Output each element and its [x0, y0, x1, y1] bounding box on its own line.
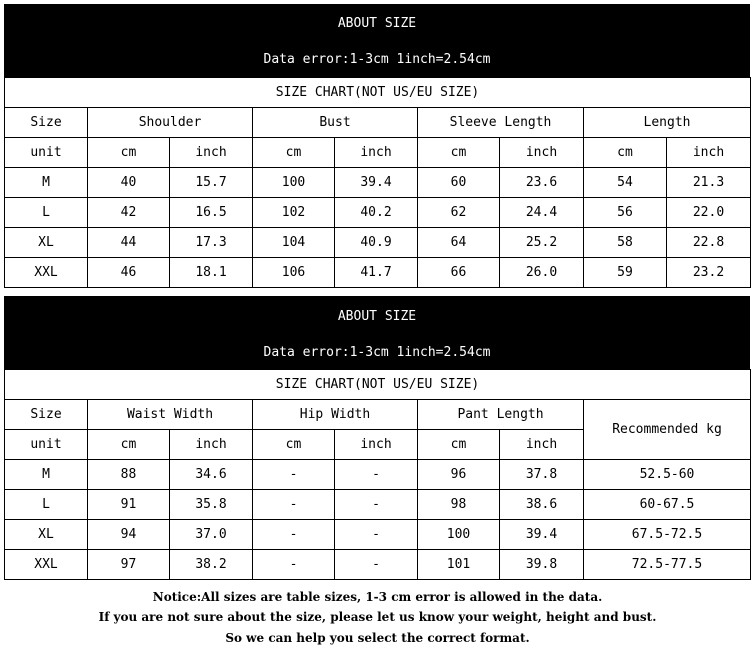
table-cell: 106 [253, 258, 335, 288]
table-cell: 54 [584, 168, 667, 198]
notice-line-1: Notice:All sizes are table sizes, 1-3 cm error is allowed in the data. [152, 590, 603, 604]
table-cell: 15.7 [170, 168, 253, 198]
size-header: Size [5, 400, 88, 430]
table-cell: cm [88, 138, 170, 168]
table-cell: inch [500, 138, 584, 168]
table-cell: 21.3 [667, 168, 751, 198]
table-cell: 96 [418, 460, 500, 490]
table-cell: 22.8 [667, 228, 751, 258]
table-cell: 46 [88, 258, 170, 288]
table-cell: 62 [418, 198, 500, 228]
table-cell: 22.0 [667, 198, 751, 228]
bottom-size-table [4, 369, 751, 580]
table-cell: 97 [88, 550, 170, 580]
table-cell: cm [253, 138, 335, 168]
table-cell: 101 [418, 550, 500, 580]
table-row [5, 228, 751, 258]
table-cell: 59 [584, 258, 667, 288]
table-cell: inch [335, 138, 418, 168]
table-cell: 26.0 [500, 258, 584, 288]
pant-length-header: Pant Length [418, 400, 584, 430]
table-cell: 24.4 [500, 198, 584, 228]
table-cell: 44 [88, 228, 170, 258]
table-cell: - [335, 460, 418, 490]
table-cell: 72.5-77.5 [584, 550, 751, 580]
notice-line-3: So we can help you select the correct format. [225, 631, 530, 645]
data-error-note-2: Data error:1-3cm 1inch=2.54cm [263, 345, 491, 360]
table-cell: 40.2 [335, 198, 418, 228]
table-cell: cm [88, 430, 170, 460]
table-cell: XXL [5, 550, 88, 580]
sleeve-length-header: Sleeve Length [418, 108, 584, 138]
table-cell: 40 [88, 168, 170, 198]
table-cell: 42 [88, 198, 170, 228]
table-cell: 39.8 [500, 550, 584, 580]
table-cell: XL [5, 520, 88, 550]
size-chart-caption-2: SIZE CHART(NOT US/EU SIZE) [5, 370, 751, 400]
table-cell: XL [5, 228, 88, 258]
table-row [5, 460, 751, 490]
hip-width-header: Hip Width [253, 400, 418, 430]
table-cell: 91 [88, 490, 170, 520]
about-size-title-1: ABOUT SIZE [337, 16, 417, 31]
table-cell: L [5, 198, 88, 228]
table-cell: - [253, 490, 335, 520]
table-cell: unit [5, 430, 88, 460]
table-cell: M [5, 460, 88, 490]
table-cell: 34.6 [170, 460, 253, 490]
table-cell: 17.3 [170, 228, 253, 258]
table-cell: 100 [418, 520, 500, 550]
table-cell: 56 [584, 198, 667, 228]
table-row [5, 550, 751, 580]
table-cell: 100 [253, 168, 335, 198]
waist-width-header: Waist Width [88, 400, 253, 430]
table-cell: 23.6 [500, 168, 584, 198]
table-cell: XXL [5, 258, 88, 288]
table-cell: 23.2 [667, 258, 751, 288]
table-cell: cm [584, 138, 667, 168]
table-cell: 67.5-72.5 [584, 520, 751, 550]
table-cell: inch [667, 138, 751, 168]
table-cell: - [335, 520, 418, 550]
table-cell: 37.8 [500, 460, 584, 490]
table-cell: - [253, 550, 335, 580]
table-cell: inch [170, 430, 253, 460]
table-cell: 60-67.5 [584, 490, 751, 520]
size-header: Size [5, 108, 88, 138]
table-cell: 88 [88, 460, 170, 490]
header-banner-2 [4, 296, 750, 369]
table-cell: - [253, 460, 335, 490]
table-cell: 38.6 [500, 490, 584, 520]
table-cell: L [5, 490, 88, 520]
table-cell: cm [418, 430, 500, 460]
table-cell: 94 [88, 520, 170, 550]
table-cell: 52.5-60 [584, 460, 751, 490]
table-cell: 98 [418, 490, 500, 520]
table-cell: 60 [418, 168, 500, 198]
table-cell: 35.8 [170, 490, 253, 520]
table-cell: - [253, 520, 335, 550]
recommended-kg-header: Recommended kg [584, 400, 751, 460]
table-cell: 25.2 [500, 228, 584, 258]
length-header: Length [584, 108, 751, 138]
table-cell: 40.9 [335, 228, 418, 258]
table-row [5, 258, 751, 288]
size-chart-bottom [4, 296, 750, 580]
table-cell: 38.2 [170, 550, 253, 580]
table-cell: 64 [418, 228, 500, 258]
bust-header: Bust [253, 108, 418, 138]
table-cell: M [5, 168, 88, 198]
notice-line-2: If you are not sure about the size, please let us know your weight, height and bust. [98, 610, 657, 624]
table-row [5, 490, 751, 520]
table-row [5, 198, 751, 228]
table-cell: cm [418, 138, 500, 168]
size-chart-top [4, 4, 750, 288]
size-chart-caption-1: SIZE CHART(NOT US/EU SIZE) [5, 78, 751, 108]
table-cell: 39.4 [500, 520, 584, 550]
header-banner-1 [4, 4, 750, 77]
table-cell: cm [253, 430, 335, 460]
unit-row [5, 138, 751, 168]
table-cell: 102 [253, 198, 335, 228]
data-error-note-1: Data error:1-3cm 1inch=2.54cm [263, 52, 491, 67]
table-cell: inch [335, 430, 418, 460]
table-cell: 104 [253, 228, 335, 258]
table-cell: 16.5 [170, 198, 253, 228]
table-cell: - [335, 550, 418, 580]
table-cell: 18.1 [170, 258, 253, 288]
about-size-title-2: ABOUT SIZE [337, 309, 417, 324]
table-cell: 39.4 [335, 168, 418, 198]
table-row [5, 168, 751, 198]
table-cell: 41.7 [335, 258, 418, 288]
table-cell: inch [500, 430, 584, 460]
top-size-table [4, 77, 751, 288]
table-row [5, 520, 751, 550]
table-cell: - [335, 490, 418, 520]
table-cell: unit [5, 138, 88, 168]
table-cell: 58 [584, 228, 667, 258]
table-cell: 66 [418, 258, 500, 288]
table-cell: inch [170, 138, 253, 168]
shoulder-header: Shoulder [88, 108, 253, 138]
table-cell: 37.0 [170, 520, 253, 550]
